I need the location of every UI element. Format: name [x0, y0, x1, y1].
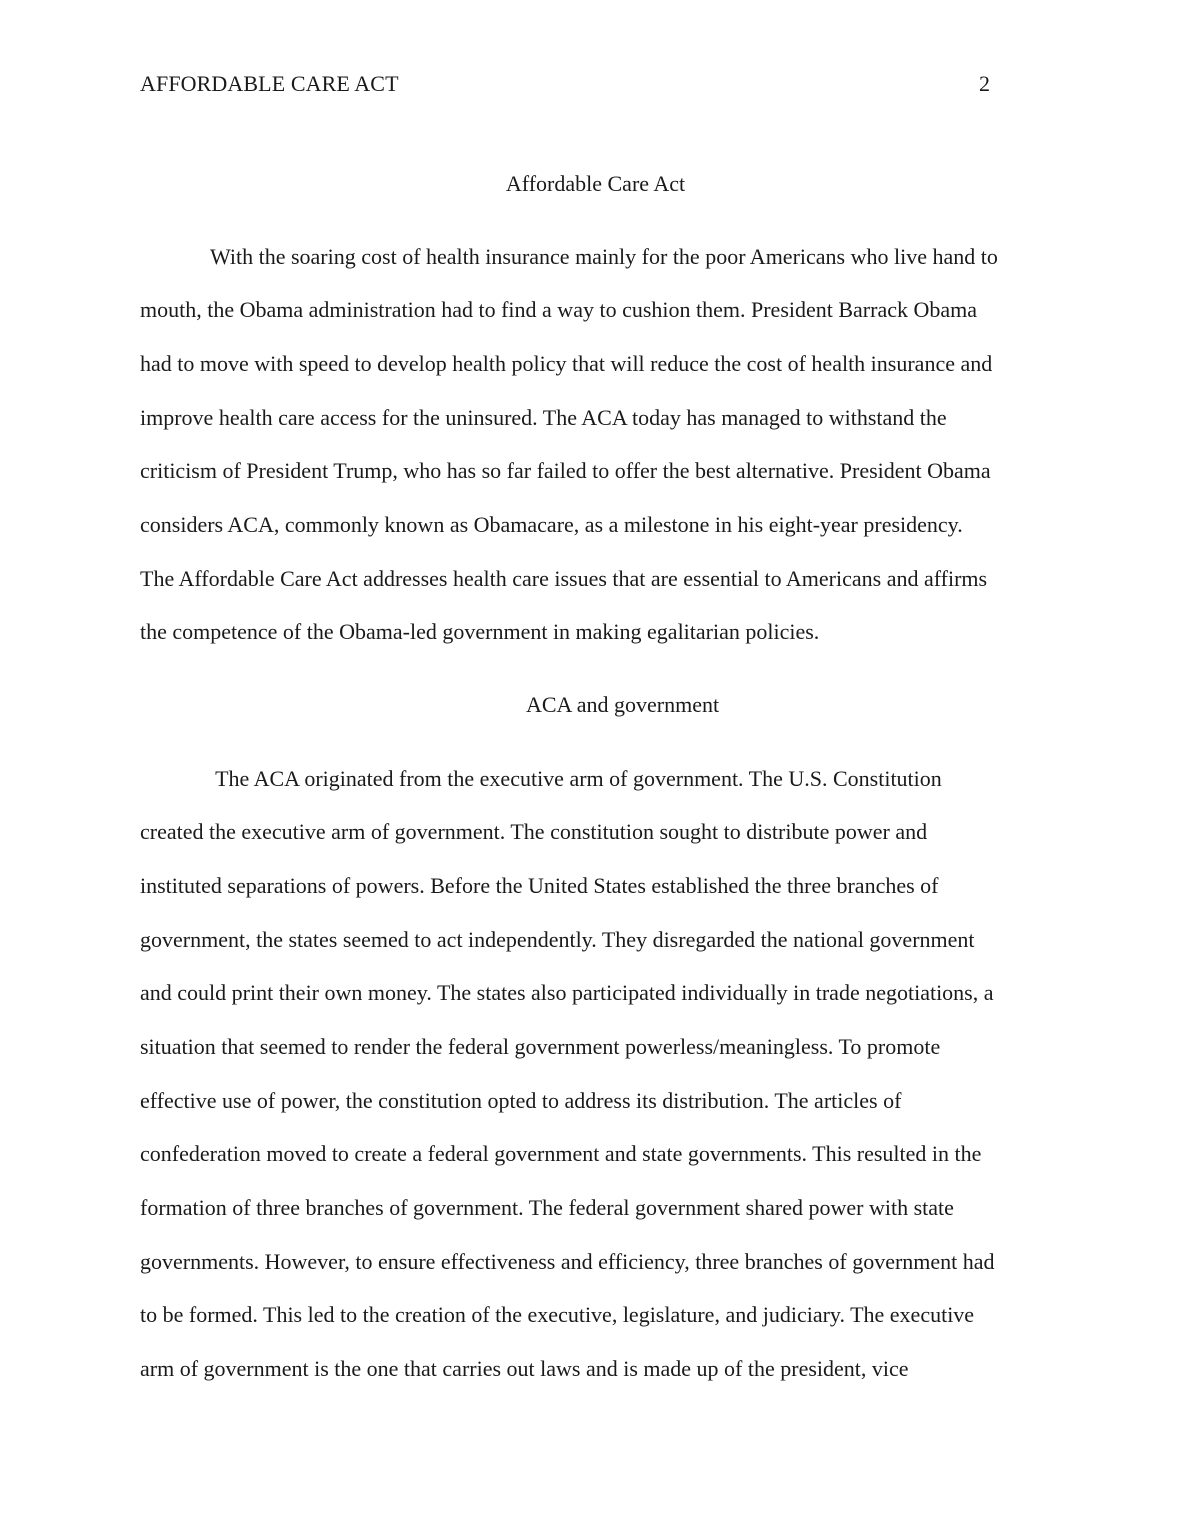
running-head: AFFORDABLE CARE ACT — [140, 71, 399, 96]
document-title: Affordable Care Act — [505, 171, 686, 196]
paragraph-1-line: mouth, the Obama administration had to find a way to cushion them. President Barrack Obama — [140, 297, 978, 322]
page-number: 2 — [979, 71, 990, 96]
paragraph-2-line: arm of government is the one that carries out laws and is made up of the president, vice — [140, 1356, 909, 1381]
paragraph-2-line: formation of three branches of government. The federal government shared power with state — [140, 1195, 954, 1220]
paragraph-2-line: situation that seemed to render the federal government powerless/meaningless. To promote — [140, 1034, 941, 1059]
section-heading: ACA and government — [526, 692, 720, 717]
paragraph-2-line: created the executive arm of government. The constitution sought to distribute power and — [140, 819, 928, 844]
paragraph-2-line: to be formed. This led to the creation of the executive, legislature, and judiciary. The executive — [140, 1302, 975, 1327]
paragraph-1-line: The Affordable Care Act addresses health care issues that are essential to Americans and affirms — [140, 566, 988, 591]
paragraph-1-line: considers ACA, commonly known as Obamacare, as a milestone in his eight-year presidency. — [140, 512, 963, 537]
paragraph-1-line: improve health care access for the uninsured. The ACA today has managed to withstand the — [140, 405, 947, 430]
paragraph-1-line: criticism of President Trump, who has so far failed to offer the best alternative. President Obama — [140, 458, 991, 483]
paragraph-2-line: instituted separations of powers. Before the United States established the three branches of — [140, 873, 939, 898]
paragraph-2-line: governments. However, to ensure effectiveness and efficiency, three branches of government had — [140, 1249, 995, 1274]
paragraph-2-line: and could print their own money. The states also participated individually in trade negotiations, a — [140, 980, 994, 1005]
paragraph-1-line: the competence of the Obama-led government in making egalitarian policies. — [140, 619, 820, 644]
paragraph-1-line: With the soaring cost of health insurance mainly for the poor Americans who live hand to — [210, 244, 998, 269]
paragraph-2-line: confederation moved to create a federal government and state governments. This resulted in the — [140, 1141, 982, 1166]
paragraph-2-line: The ACA originated from the executive arm of government. The U.S. Constitution — [210, 766, 942, 791]
paragraph-2-line: effective use of power, the constitution opted to address its distribution. The articles of — [140, 1088, 902, 1113]
paragraph-1-line: had to move with speed to develop health policy that will reduce the cost of health insurance and — [140, 351, 993, 376]
paragraph-2-line: government, the states seemed to act independently. They disregarded the national government — [140, 927, 975, 952]
